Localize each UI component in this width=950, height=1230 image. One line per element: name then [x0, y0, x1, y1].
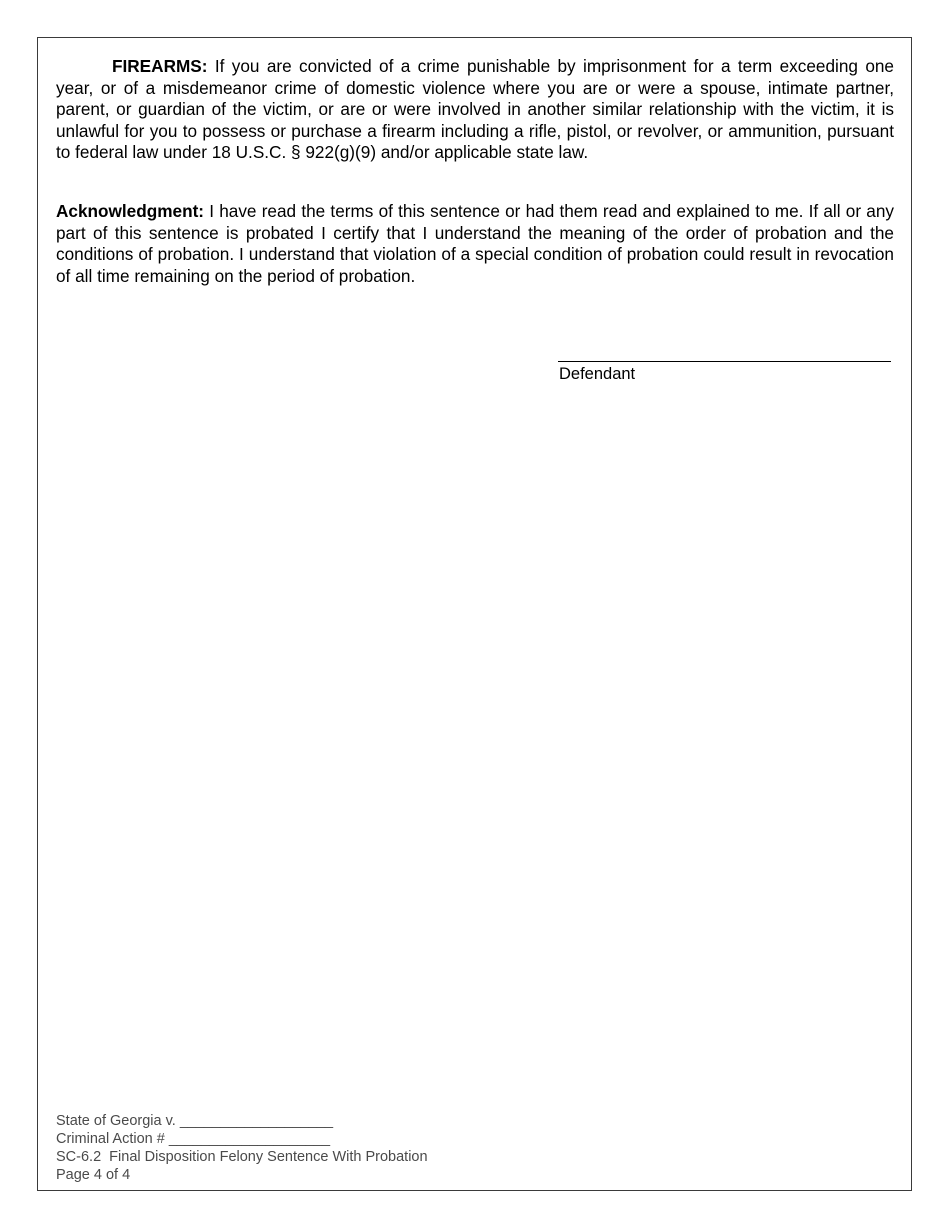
footer-form-title: SC-6.2 Final Disposition Felony Sentence With Probation — [56, 1149, 428, 1165]
firearms-text: If you are convicted of a crime punishable by imprisonment for a term exceeding one year, or of a misdemeanor crime of domestic violence where you are or were a spouse, intimate partner, parent, or guardian of the victim, or are or were involved in another similar relationship with the victim, it is unlawful for you to possess or purchase a firearm including a rifle, pistol, or revolver, or ammunition, pursuant to federal law under 18 U.S.C. § 922(g)(9) and/or applicable state law. — [56, 56, 894, 162]
acknowledgment-text: I have read the terms of this sentence or had them read and explained to me. If all or any part of this sentence is probated I certify that I understand the meaning of the order of probation and the conditions of probation. I understand that violation of a special condition of probation could result in revocation of all time remaining on the period of probation. — [56, 201, 894, 286]
footer-state-line: State of Georgia v. ___________________ — [56, 1113, 334, 1129]
acknowledgment-paragraph — [56, 201, 894, 287]
defendant-signature-line[interactable] — [558, 361, 891, 362]
firearms-heading: FIREARMS: — [112, 56, 208, 76]
page-footer — [56, 1112, 428, 1184]
defendant-signature-label: Defendant — [559, 365, 636, 383]
footer-criminal-action-line: Criminal Action # ____________________ — [56, 1131, 331, 1147]
footer-page-number: Page 4 of 4 — [56, 1167, 131, 1183]
acknowledgment-heading: Acknowledgment: — [56, 201, 205, 221]
firearms-paragraph — [56, 56, 894, 164]
